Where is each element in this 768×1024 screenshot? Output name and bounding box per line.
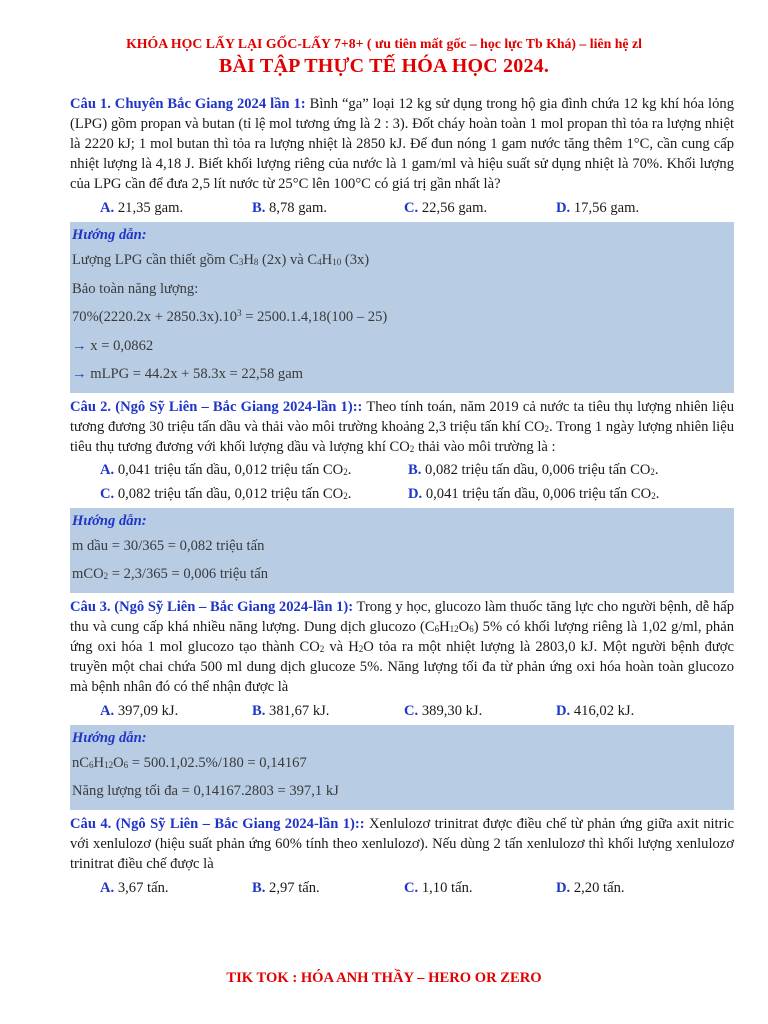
question-2-options [100, 460, 734, 504]
solution-heading: Hướng dẫn: [72, 729, 147, 746]
solution-line: Bảo toàn năng lượng: [72, 280, 199, 297]
question-3-label: Câu 3. (Ngô Sỹ Liên – Bắc Giang 2024-lần 1): [70, 598, 354, 615]
solution-line: $70\%(2220.2x + 2850.3x).10^3 = 2500.1.4,18(100 - 25)$ [72, 308, 388, 325]
question-4-options [100, 878, 734, 898]
option-d[interactable]: D. 17,56 gam. [556, 200, 640, 216]
option-a[interactable]: A. 3,67 tấn. [100, 879, 169, 896]
course-banner: KHÓA HỌC LẤY LẠI GỐC-LẤY 7+8+ ( ưu tiên mất gốc – học lực Tb Khá) – liên hệ zl [126, 36, 642, 51]
solution-box-3 [70, 725, 734, 810]
question-2-label: Câu 2. (Ngô Sỹ Liên – Bắc Giang 2024-lần 1):: [70, 398, 363, 415]
option-a[interactable]: A. 397,09 kJ. [100, 702, 179, 719]
solution-line: $nC_6H_{12}O_6 = 500.1,02.5\%/180 = 0,14167$ [72, 754, 307, 771]
option-d[interactable]: D. 0,041 triệu tấn dầu, 0,006 triệu tấn $CO_2$. [408, 485, 660, 502]
option-a[interactable]: A. 21,35 gam. [100, 200, 184, 216]
option-c[interactable]: C. 22,56 gam. [404, 200, 488, 216]
question-3: Câu 3. (Ngô Sỹ Liên – Bắc Giang 2024-lần 1): Trong y học, glucozo làm thuốc tăng lực cho người bệnh, dễ hấp thu và cung cấp khá nhiều năng lượng. Dung dịch glucozo $(C_6H_{12}O_6)$ 5% có khối lượng riêng là 1,02 g/ml, phản ứng oxi hóa 1 mol glucozo tạo thành $CO_2$ và $H_2O$ tỏa ra một nhiệt lượng là 2803,0 kJ. Một người bệnh được truyền một chai chứa 500 ml dung dịch glucoze 5%. Năng lượng tối đa từ phản ứng oxi hóa hoàn toàn glucozo mà bệnh nhân đó có thể nhận được là [70, 598, 734, 695]
solution-line: → x = 0,0862 [72, 337, 154, 354]
option-a[interactable]: A. 0,041 triệu tấn dầu, 0,012 triệu tấn $CO_2$. [100, 461, 352, 478]
question-1 [70, 94, 734, 194]
option-d[interactable]: D. 416,02 kJ. [556, 702, 635, 719]
question-1-options [100, 198, 734, 218]
solution-box-1 [70, 222, 734, 393]
option-b[interactable]: B. 2,97 tấn. [252, 879, 320, 896]
option-c[interactable]: C. 389,30 kJ. [404, 702, 483, 719]
solution-line: → mLPG = 44.2x + 58.3x = 22,58 gam [72, 366, 304, 382]
question-3-options [100, 701, 734, 721]
question-4 [70, 814, 734, 874]
page-title: BÀI TẬP THỰC TẾ HÓA HỌC 2024. [218, 55, 550, 77]
solution-line: Lượng LPG cần thiết gồm $C_3H_8$ (2x) và $C_4H_{10}$ (3x) [72, 252, 370, 268]
option-c[interactable]: C. 1,10 tấn. [404, 879, 473, 896]
question-1-text: Bình “ga” loại 12 kg sử dụng trong hộ gia đình chứa 12 kg khí hóa lỏng (LPG) gồm propan và butan (tỉ lệ mol tương ứng là 2 : 3). Đốt cháy hoàn toàn 1 mol propan thì tỏa ra lượng nhiệt là 2220 kJ; 1 mol butan thì tỏa ra lượng nhiệt là 2850 kJ. Để đun nóng 1 gam nước tăng thêm 1°C, cần cung cấp nhiệt lượng là 4,18 J. Biết khối lượng riêng của nước là 1 gam/ml và hiệu suất sử dụng nhiệt là 70%. Khối lượng của LPG cần để đưa 2,5 lít nước từ 25°C lên 100°C có giá trị gần nhất là? [70, 96, 734, 192]
option-b[interactable]: B. 0,082 triệu tấn dầu, 0,006 triệu tấn $CO_2$. [408, 461, 659, 478]
option-b[interactable]: B. 8,78 gam. [252, 200, 328, 216]
solution-line: m dầu = 30/365 = 0,082 triệu tấn [72, 537, 265, 554]
exercise-list [70, 94, 734, 902]
option-d[interactable]: D. 2,20 tấn. [556, 879, 625, 896]
question-1-label: Câu 1. Chuyên Bắc Giang 2024 lần 1: [70, 96, 306, 112]
option-c[interactable]: C. 0,082 triệu tấn dầu, 0,012 triệu tấn $CO_2$. [100, 485, 352, 502]
question-4-label: Câu 4. (Ngô Sỹ Liên – Bắc Giang 2024-lần 1):: [70, 815, 365, 832]
solution-line: Năng lượng tối đa = 0,14167.2803 = 397,1 kJ [72, 783, 339, 799]
solution-line: mCO$_2$ = 2,3/365 = 0,006 triệu tấn [72, 566, 269, 582]
question-4-text: Xenlulozơ trinitrat được điều chế từ phản ứng giữa axit nitric với xenlulozơ (hiệu suất phản ứng 60% tính theo xenlulozơ). Nếu dùng 2 tấn xenlulozơ thì khối lượng xenlulozơ trinitrat điều chế được là [70, 815, 734, 872]
solution-heading: Hướng dẫn: [72, 512, 147, 529]
question-2: Câu 2. (Ngô Sỹ Liên – Bắc Giang 2024-lần 1):: Theo tính toán, năm 2019 cả nước ta tiêu thụ lượng nhiên liệu tương đương 30 triệu tấn dầu và thải vào môi trường khoảng 2,3 triệu tấn khí $CO_2$. Trong 1 ngày lượng nhiên liệu tiêu thụ tương đương với khối lượng dầu và lượng khí $CO_2$ thải vào môi trường là : [70, 398, 734, 455]
arrow-right-icon: → [72, 337, 87, 354]
arrow-right-icon: → [72, 366, 87, 382]
footer-banner: TIK TOK : HÓA ANH THẦY – HERO OR ZERO [226, 970, 542, 986]
solution-box-2 [70, 508, 734, 593]
option-b[interactable]: B. 381,67 kJ. [252, 702, 330, 719]
solution-heading: Hướng dẫn: [72, 227, 147, 243]
